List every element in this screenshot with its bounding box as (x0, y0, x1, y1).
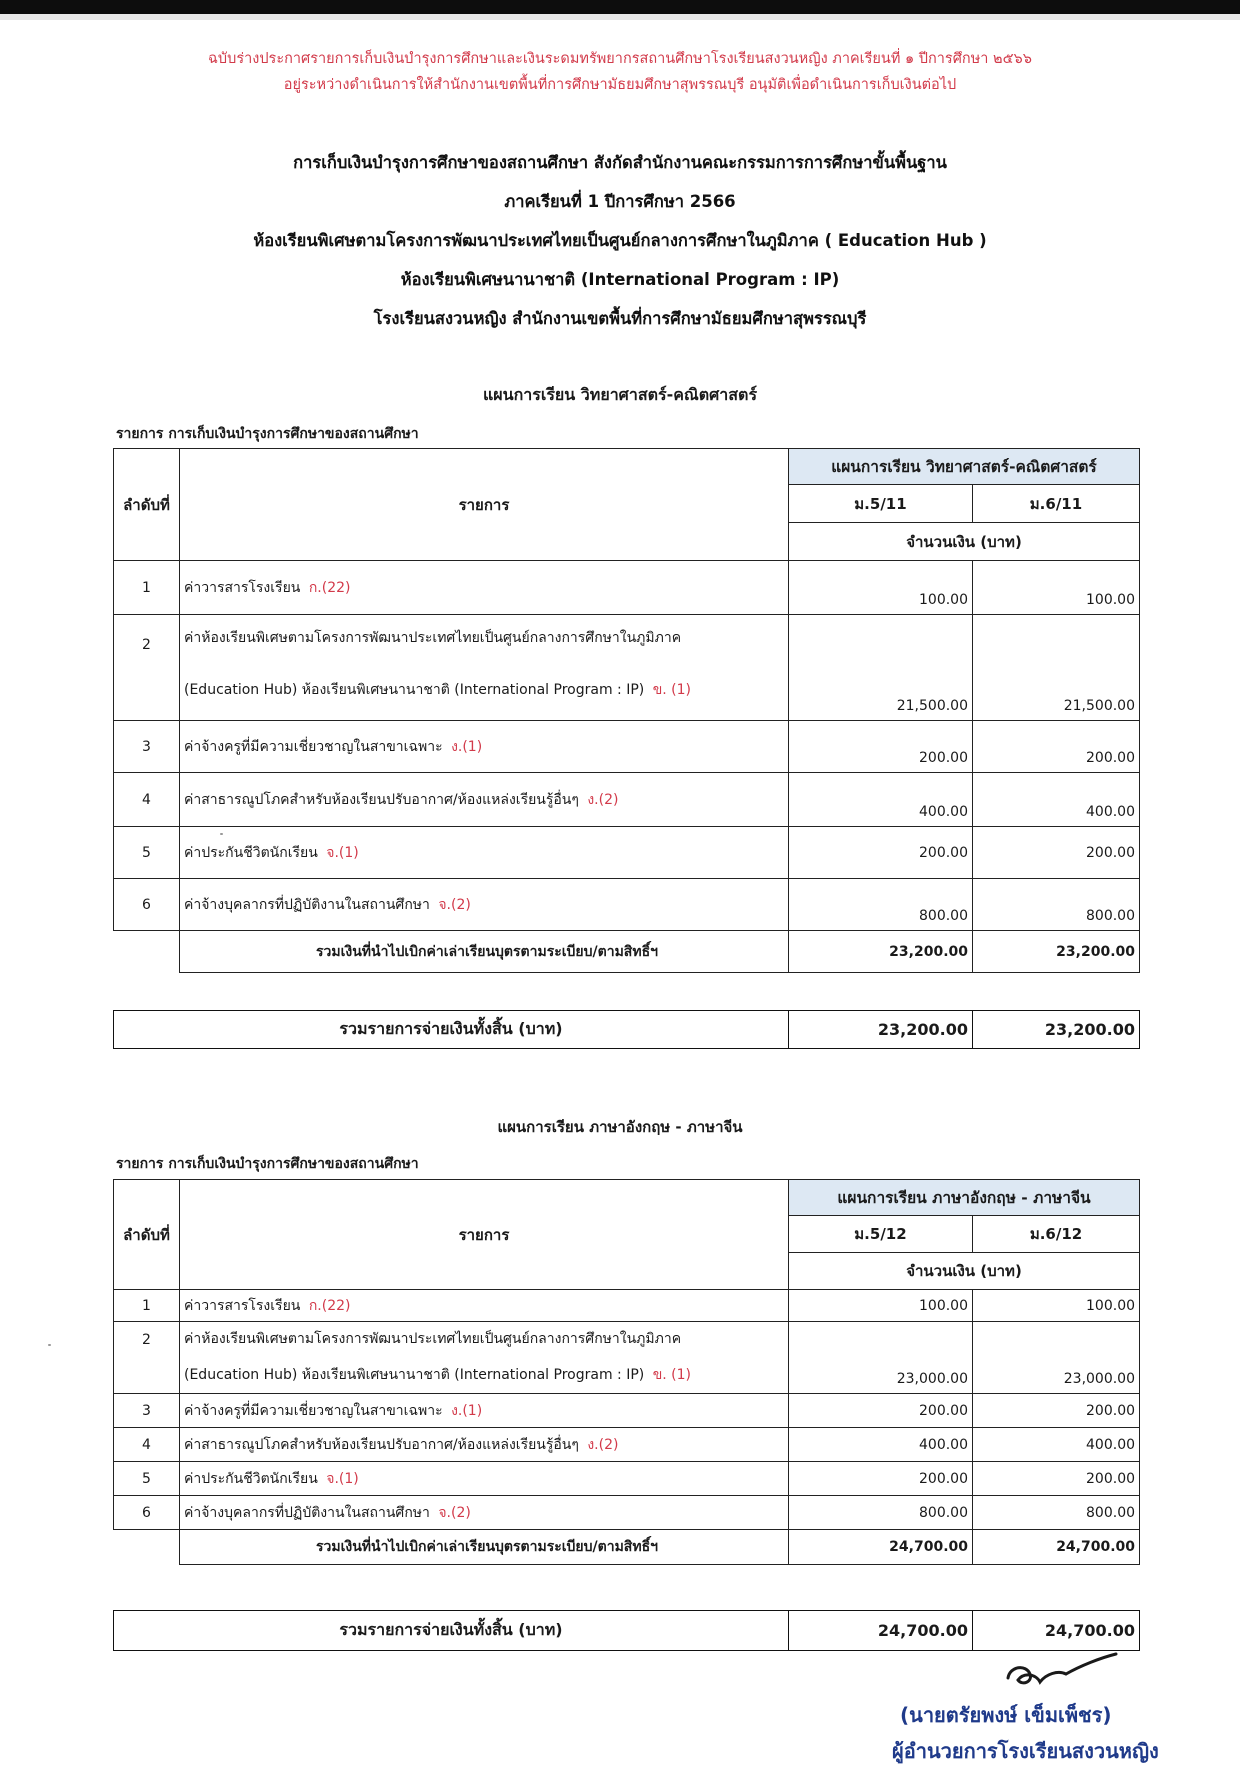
plan-header: แผนการเรียน วิทยาศาสตร์-คณิตศาสตร์ (789, 449, 1140, 485)
item-text: ค่าจ้างบุคลากรที่ปฏิบัติงานในสถานศึกษา (184, 896, 430, 913)
item-text: ค่าประกันชีวิตนักเรียน (184, 844, 318, 861)
item-code: ข. (1) (652, 1367, 692, 1383)
item-text: ค่าจ้างครูที่มีความเชี่ยวชาญในสาขาเฉพาะ (184, 738, 443, 755)
item-code: ง.(2) (587, 1436, 619, 1453)
item-code: ง.(1) (451, 738, 483, 755)
subtotal-row (114, 1530, 1140, 1565)
item-text: ค่าวารสารโรงเรียน (184, 1297, 301, 1314)
item-description (180, 721, 789, 773)
item-description (180, 1428, 789, 1462)
subtotal-value: 24,700.00 (973, 1530, 1140, 1565)
amount-cell: 100.00 (789, 1290, 973, 1322)
doc-title-line4: ห้องเรียนพิเศษนานาชาติ (International Program : IP) (400, 270, 840, 289)
amount-header: จำนวนเงิน (บาท) (789, 523, 1140, 561)
item-text: ค่าห้องเรียนพิเศษตามโครงการพัฒนาประเทศไทยเป็นศูนย์กลางการศึกษาในภูมิภาค (184, 630, 682, 646)
amount-cell: 800.00 (973, 879, 1140, 931)
amount-cell: 400.00 (973, 1428, 1140, 1462)
item-description (180, 1394, 789, 1428)
item-description (180, 1462, 789, 1496)
section-title: แผนการเรียน วิทยาศาสตร์-คณิตศาสตร์ (482, 385, 758, 404)
item-code: ง.(2) (587, 791, 619, 808)
row-number: 6 (114, 879, 180, 931)
item-code: จ.(1) (326, 1470, 359, 1487)
row-number: 2 (114, 1322, 180, 1394)
draft-notice-line1: ฉบับร่างประกาศรายการเก็บเงินบำรุงการศึกษาและเงินระดมทรัพยากรสถานศึกษาโรงเรียนสงวนหญิง ภาคเรียนที่ ๑ ปีการศึกษา ๒๕๖๖ (208, 51, 1032, 67)
col-no-header: ลำดับที่ (114, 449, 180, 561)
amount-header: จำนวนเงิน (บาท) (789, 1253, 1140, 1290)
table-row (114, 1394, 1140, 1428)
draft-notice-line2: อยู่ระหว่างดำเนินการให้สำนักงานเขตพื้นที่การศึกษามัธยมศึกษาสุพรรณบุรี อนุมัติเพื่อดำเนินการเก็บเงินต่อไป (283, 77, 957, 93)
amount-cell: 200.00 (789, 827, 973, 879)
subtotal-value: 23,200.00 (789, 931, 973, 973)
item-text-line2: (Education Hub) ห้องเรียนพิเศษนานาชาติ (International Program : IP) (184, 682, 645, 698)
blank-cell (114, 1530, 180, 1565)
amount-cell: 200.00 (789, 721, 973, 773)
row-number: 1 (114, 561, 180, 615)
row-number: 3 (114, 721, 180, 773)
item-description (180, 773, 789, 827)
table-row (114, 721, 1140, 773)
item-description (180, 1496, 789, 1530)
item-list-caption: รายการ การเก็บเงินบำรุงการศึกษาของสถานศึกษา (116, 1156, 419, 1172)
table-row (114, 1462, 1140, 1496)
plan-header: แผนการเรียน ภาษาอังกฤษ - ภาษาจีน (789, 1180, 1140, 1216)
amount-cell: 800.00 (973, 1496, 1140, 1530)
scan-top-edge (0, 0, 1240, 14)
scan-top-shadow (0, 14, 1240, 20)
amount-cell: 21,500.00 (973, 615, 1140, 721)
amount-cell: 200.00 (973, 1462, 1140, 1496)
grand-total-label: รวมรายการจ่ายเงินทั้งสิ้น (บาท) (114, 1611, 789, 1651)
table-row (114, 615, 1140, 721)
amount-cell: 100.00 (789, 561, 973, 615)
amount-cell: 800.00 (789, 1496, 973, 1530)
row-number: 5 (114, 827, 180, 879)
signatory-position: ผู้อำนวยการโรงเรียนสงวนหญิง (892, 1739, 1159, 1763)
amount-cell: 23,000.00 (789, 1322, 973, 1394)
doc-title-line5: โรงเรียนสงวนหญิง สำนักงานเขตพื้นที่การศึกษามัธยมศึกษาสุพรรณบุรี (373, 309, 867, 328)
grand-total-table (113, 1610, 1140, 1651)
row-number: 1 (114, 1290, 180, 1322)
row-number: 6 (114, 1496, 180, 1530)
item-list-caption: รายการ การเก็บเงินบำรุงการศึกษาของสถานศึกษา (116, 426, 419, 442)
grand-total-table (113, 1010, 1140, 1049)
doc-title-line1: การเก็บเงินบำรุงการศึกษาของสถานศึกษา สังกัดสำนักงานคณะกรรมการการศึกษาขั้นพื้นฐาน (293, 153, 947, 172)
amount-cell: 200.00 (789, 1394, 973, 1428)
grand-total-value: 24,700.00 (973, 1611, 1140, 1651)
signatory-name: (นายตรัยพงษ์ เข็มเพ็ชร) (900, 1703, 1112, 1727)
item-text: ค่าจ้างบุคลากรที่ปฏิบัติงานในสถานศึกษา (184, 1504, 430, 1521)
doc-title-line3: ห้องเรียนพิเศษตามโครงการพัฒนาประเทศไทยเป็นศูนย์กลางการศึกษาในภูมิภาค ( Education Hub ) (253, 231, 987, 250)
fee-table (113, 1179, 1140, 1565)
scan-speck (220, 833, 223, 835)
grand-total-label: รวมรายการจ่ายเงินทั้งสิ้น (บาท) (114, 1011, 789, 1049)
amount-cell: 21,500.00 (789, 615, 973, 721)
table-row (114, 1290, 1140, 1322)
item-description (180, 879, 789, 931)
row-number: 2 (114, 615, 180, 721)
item-description (180, 1322, 789, 1394)
fee-table (113, 448, 1140, 973)
item-text: ค่าสาธารณูปโภคสำหรับห้องเรียนปรับอากาศ/ห้องแหล่งเรียนรู้อื่นๆ (184, 791, 579, 808)
grand-total-value: 23,200.00 (973, 1011, 1140, 1049)
item-text: ค่าสาธารณูปโภคสำหรับห้องเรียนปรับอากาศ/ห้องแหล่งเรียนรู้อื่นๆ (184, 1436, 579, 1453)
section-title: แผนการเรียน ภาษาอังกฤษ - ภาษาจีน (497, 1118, 743, 1136)
amount-cell: 200.00 (973, 827, 1140, 879)
amount-cell: 100.00 (973, 561, 1140, 615)
grade-header: ม.5/12 (789, 1216, 973, 1253)
grade-header: ม.6/11 (973, 485, 1140, 523)
subtotal-label: รวมเงินที่นำไปเบิกค่าเล่าเรียนบุตรตามระเบียบ/ตามสิทธิ์ฯ (180, 1530, 789, 1565)
amount-cell: 23,000.00 (973, 1322, 1140, 1394)
grade-header: ม.6/12 (973, 1216, 1140, 1253)
item-code: ก.(22) (308, 579, 351, 596)
item-text: ค่าห้องเรียนพิเศษตามโครงการพัฒนาประเทศไทยเป็นศูนย์กลางการศึกษาในภูมิภาค (184, 1331, 682, 1347)
signature-scribble (1000, 1652, 1120, 1702)
item-description (180, 827, 789, 879)
item-text: ค่าประกันชีวิตนักเรียน (184, 1470, 318, 1487)
table-row (114, 1496, 1140, 1530)
subtotal-value: 24,700.00 (789, 1530, 973, 1565)
doc-title-line2: ภาคเรียนที่ 1 ปีการศึกษา 2566 (504, 192, 736, 211)
table-row (114, 879, 1140, 931)
row-number: 4 (114, 1428, 180, 1462)
row-number: 3 (114, 1394, 180, 1428)
amount-cell: 100.00 (973, 1290, 1140, 1322)
item-description (180, 615, 789, 721)
amount-cell: 200.00 (789, 1462, 973, 1496)
table-row (114, 1322, 1140, 1394)
subtotal-label: รวมเงินที่นำไปเบิกค่าเล่าเรียนบุตรตามระเบียบ/ตามสิทธิ์ฯ (180, 931, 789, 973)
item-code: ข. (1) (652, 682, 692, 698)
amount-cell: 400.00 (973, 773, 1140, 827)
table-row (114, 1428, 1140, 1462)
table-row (114, 773, 1140, 827)
subtotal-row (114, 931, 1140, 973)
grade-header: ม.5/11 (789, 485, 973, 523)
item-text-line2: (Education Hub) ห้องเรียนพิเศษนานาชาติ (International Program : IP) (184, 1367, 645, 1383)
amount-cell: 400.00 (789, 773, 973, 827)
amount-cell: 800.00 (789, 879, 973, 931)
scan-speck (48, 1344, 51, 1346)
row-number: 5 (114, 1462, 180, 1496)
subtotal-value: 23,200.00 (973, 931, 1140, 973)
col-item-header: รายการ (180, 449, 789, 561)
item-code: จ.(2) (438, 896, 471, 913)
blank-cell (114, 931, 180, 973)
item-description (180, 1290, 789, 1322)
item-text: ค่าจ้างครูที่มีความเชี่ยวชาญในสาขาเฉพาะ (184, 1402, 443, 1419)
item-description (180, 561, 789, 615)
grand-total-value: 24,700.00 (789, 1611, 973, 1651)
col-item-header: รายการ (180, 1180, 789, 1290)
col-no-header: ลำดับที่ (114, 1180, 180, 1290)
table-row (114, 827, 1140, 879)
amount-cell: 400.00 (789, 1428, 973, 1462)
amount-cell: 200.00 (973, 1394, 1140, 1428)
table-row (114, 561, 1140, 615)
item-code: จ.(1) (326, 844, 359, 861)
row-number: 4 (114, 773, 180, 827)
amount-cell: 200.00 (973, 721, 1140, 773)
item-code: ง.(1) (451, 1402, 483, 1419)
item-code: ก.(22) (308, 1297, 351, 1314)
item-code: จ.(2) (438, 1504, 471, 1521)
item-text: ค่าวารสารโรงเรียน (184, 579, 301, 596)
grand-total-value: 23,200.00 (789, 1011, 973, 1049)
